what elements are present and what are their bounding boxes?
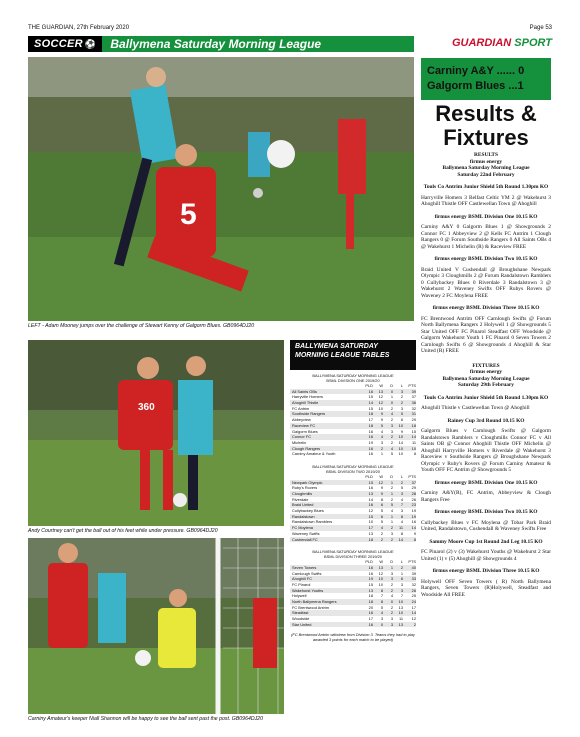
stat-cell: 2 bbox=[390, 485, 393, 491]
stat-cell: 20 bbox=[368, 604, 373, 610]
team-name: North Ballymena Rangers bbox=[292, 599, 337, 604]
league-title: BALLYMENA SATURDAY MORNING LEAGUE bbox=[312, 549, 394, 555]
stat-cell: 17 bbox=[368, 417, 373, 423]
stat-cell: 2 bbox=[380, 445, 383, 451]
stat-cell: 4 bbox=[390, 411, 393, 417]
stat-cell: 16 bbox=[368, 564, 373, 570]
stat-cell: 1 bbox=[390, 564, 393, 570]
stat-cell: 16 bbox=[368, 610, 373, 616]
stat-cell: 4 bbox=[380, 610, 383, 616]
stat-cell: 8 bbox=[400, 513, 403, 519]
stat-cell: 24 bbox=[411, 599, 416, 604]
stat-cell: 16 bbox=[411, 519, 416, 525]
stat-cell: 18 bbox=[411, 422, 416, 428]
stat-cell: 10 bbox=[368, 519, 373, 525]
league-title: BALLYMENA SATURDAY MORNING LEAGUE bbox=[312, 373, 394, 378]
match-list: Cullybackey Blues v FC Moylena @ Tobar Park Braid United, Randalstown, Cushendall & Waveney Swifts Free bbox=[421, 519, 551, 532]
match-list: Galgorm Blues v Carnlough Swifts @ Galgorm Randalstown Ramblers v Cloughmills Connor FC v All Saints OB @ Connor Ahoghill Thistle OFF Michelin @ Ahoghill Harryville Homers v Riverdale @ Wakehurst 3 Raceview v Southside Rangers @ Broughshane Newpark Olympic v Ruby's Rovers @ Forum Carniny Amateur & Youth OFF FC Antrim @ Showgrounds 5 bbox=[421, 428, 551, 473]
stat-cell: 16 bbox=[368, 434, 373, 440]
fixtures-sponsor: firmus energy bbox=[469, 369, 503, 375]
stat-cell: 5 bbox=[400, 485, 403, 491]
stat-cell: 39 bbox=[411, 388, 416, 394]
team-name: Woodside bbox=[292, 616, 310, 622]
team-name: Seven Towers bbox=[292, 564, 317, 570]
team-name: FC Pinarol bbox=[292, 581, 311, 587]
column-header: W bbox=[379, 383, 383, 388]
stat-cell: 10 bbox=[378, 581, 383, 587]
stat-cell: 13 bbox=[378, 388, 383, 394]
stat-cell: 1 bbox=[390, 394, 393, 400]
score-line-1: Carniny A&Y ...... 0 bbox=[427, 65, 525, 77]
page-number: Page 53 bbox=[529, 25, 552, 31]
stat-cell: 3 bbox=[400, 508, 403, 514]
section-banner bbox=[28, 36, 414, 52]
shirt-number: 5 bbox=[180, 198, 197, 231]
team-name: Holywell bbox=[292, 593, 307, 599]
photo-main-tackle bbox=[28, 57, 414, 321]
team-name: Braid United bbox=[292, 502, 314, 508]
team-name: Michelin bbox=[292, 439, 307, 445]
stat-cell: 18 bbox=[368, 599, 373, 604]
stat-cell: 23 bbox=[411, 502, 416, 508]
stat-cell: 10 bbox=[398, 422, 403, 428]
fixtures-date: Saturday 29th February bbox=[457, 382, 514, 388]
stat-cell: 16 bbox=[368, 570, 373, 576]
stat-cell: 33 bbox=[411, 576, 416, 582]
stat-cell: 10 bbox=[398, 445, 403, 451]
column-header: W bbox=[379, 559, 383, 565]
match-list: Holywell OFF Seven Towers ( R) North Ballymena Rangers, Seven Towers (R)Holywell, Steadfast and Woodside All FREE bbox=[421, 578, 551, 598]
team-name: Ruby's Rovers bbox=[292, 485, 318, 491]
match-list: FC Pinarol (2) v (3) Wakehurst Youths @ Wakehurst 2 Star United (1) v (5) Ahoghill @ Showgrounds 4 bbox=[421, 549, 551, 562]
stat-cell: 1 bbox=[390, 479, 393, 485]
tables-note: (FC Brentwood Antrim withdrew from Division 3. Teams they had to play awarded 3 points for each match to be played) bbox=[291, 632, 415, 643]
stat-cell: 5 bbox=[390, 451, 393, 457]
stat-cell: 13 bbox=[378, 564, 383, 570]
column-header: D bbox=[390, 559, 393, 565]
section-heading: firmus energy BSML Division One 10.15 KO bbox=[434, 213, 538, 220]
team-name: Waveney Swifts bbox=[292, 530, 320, 536]
stat-cell: 18 bbox=[368, 593, 373, 599]
stat-cell: 15 bbox=[368, 394, 373, 400]
stat-cell: 3 bbox=[400, 581, 403, 587]
team-name: Randalstown Ramblers bbox=[292, 519, 333, 525]
stat-cell: 2 bbox=[390, 587, 393, 593]
results-list bbox=[421, 178, 551, 355]
team-name: Steadfast bbox=[292, 610, 309, 616]
team-name: Cullybackey Blues bbox=[292, 508, 324, 514]
stat-cell: 19 bbox=[411, 513, 416, 519]
stat-cell: 2 bbox=[390, 525, 393, 531]
stat-cell: 9 bbox=[380, 485, 383, 491]
brand-guardian: GUARDIAN bbox=[451, 37, 512, 49]
team-name: Ahoghill Thistle bbox=[292, 400, 319, 406]
title-line-2: Fixtures bbox=[443, 125, 529, 150]
table-row bbox=[290, 622, 416, 628]
stat-cell: 0 bbox=[380, 621, 383, 627]
stat-cell: 2 bbox=[390, 604, 393, 610]
results-fixtures-title bbox=[421, 102, 551, 150]
guardian-sport-logo bbox=[428, 37, 552, 51]
team-name: Cloughmills bbox=[292, 491, 313, 496]
stat-cell: 10 bbox=[378, 576, 383, 582]
stat-cell: 17 bbox=[411, 604, 416, 610]
team-name: FC Brentwood Antrim bbox=[292, 604, 329, 610]
column-header: L bbox=[400, 383, 403, 388]
table-row bbox=[290, 537, 416, 543]
stat-cell: 8 bbox=[413, 536, 416, 542]
section-heading: firmus energy BSML Division One 10.15 KO bbox=[434, 479, 538, 486]
stat-cell: 9 bbox=[380, 411, 383, 417]
stat-cell: 12 bbox=[368, 508, 373, 514]
stat-cell: 19 bbox=[368, 576, 373, 582]
title-line-1: Results & bbox=[435, 101, 537, 126]
stat-cell: 3 bbox=[390, 422, 393, 428]
stat-cell: 18 bbox=[368, 536, 373, 542]
stat-cell: 3 bbox=[400, 491, 403, 496]
stat-cell: 13 bbox=[398, 604, 403, 610]
team-name: FC Moylena bbox=[292, 525, 313, 531]
stat-cell: 14 bbox=[368, 400, 373, 406]
column-header: PTS bbox=[408, 383, 416, 388]
team-name: Riverdale bbox=[292, 496, 309, 502]
stat-cell: 14 bbox=[368, 496, 373, 502]
stat-cell: 3 bbox=[390, 428, 393, 434]
stat-cell: 8 bbox=[380, 496, 383, 502]
stat-cell: 4 bbox=[380, 428, 383, 434]
caption-3: Carniny Amateur's keeper Niall Shannon will be happy to see the ball sent past the post. GB0964DJ20 bbox=[28, 716, 263, 722]
team-name: Clough Rangers bbox=[292, 445, 321, 451]
stat-cell: 10 bbox=[378, 405, 383, 411]
stat-cell: 15 bbox=[368, 581, 373, 587]
league-tables-body bbox=[290, 373, 416, 627]
stat-cell: 26 bbox=[411, 587, 416, 593]
stat-cell: 8 bbox=[380, 599, 383, 604]
results-column bbox=[421, 152, 551, 732]
stat-cell: 4 bbox=[400, 519, 403, 525]
stat-cell: 2 bbox=[390, 434, 393, 440]
stat-cell: 4 bbox=[380, 525, 383, 531]
column-header: PLD bbox=[365, 473, 373, 479]
stat-cell: 0 bbox=[390, 388, 393, 394]
team-name: Newpark Olympic bbox=[292, 479, 323, 485]
stat-cell: 4 bbox=[380, 434, 383, 440]
soccer-label: SOCCER bbox=[34, 38, 83, 50]
stat-cell: 16 bbox=[368, 388, 373, 394]
team-name: Wakehurst Youths bbox=[292, 587, 324, 593]
stat-cell: 16 bbox=[368, 485, 373, 491]
stat-cell: 3 bbox=[380, 439, 383, 445]
stat-cell: 4 bbox=[390, 593, 393, 599]
stat-cell: 3 bbox=[400, 405, 403, 411]
stat-cell: 5 bbox=[380, 604, 383, 610]
team-name: FC Antrim bbox=[292, 405, 310, 411]
stat-cell: 14 bbox=[398, 536, 403, 542]
stat-cell: 14 bbox=[411, 525, 416, 531]
team-name: Raceview FC bbox=[292, 422, 316, 428]
stat-cell: 18 bbox=[368, 411, 373, 417]
stat-cell: 31 bbox=[411, 411, 416, 417]
stat-cell: 6 bbox=[380, 502, 383, 508]
stat-cell: 12 bbox=[378, 570, 383, 576]
stat-cell: 17 bbox=[368, 525, 373, 531]
stat-cell: 5 bbox=[380, 519, 383, 525]
match-list: Harryville Homers 3 Belfast Celtic YM 2 @ Wakehurst 3 Ahoghill Thistle OFF Castlewellan Town @ Ahoghill bbox=[421, 194, 551, 207]
stat-cell: 9 bbox=[413, 530, 416, 536]
stat-cell: 19 bbox=[411, 508, 416, 514]
stat-cell: 7 bbox=[380, 593, 383, 599]
stat-cell: 10 bbox=[398, 610, 403, 616]
stat-cell: 14 bbox=[411, 434, 416, 440]
stat-cell: 3 bbox=[390, 570, 393, 576]
team-name: Star United bbox=[292, 621, 312, 627]
stat-cell: 28 bbox=[411, 491, 416, 496]
stat-cell: 13 bbox=[368, 587, 373, 593]
stat-cell: 2 bbox=[390, 496, 393, 502]
stat-cell: 1 bbox=[390, 491, 393, 496]
stat-cell: 10 bbox=[398, 434, 403, 440]
section-heading: firmus energy BSML Division Two 10.15 KO bbox=[434, 256, 538, 262]
team-name: Ahoghill FC bbox=[292, 576, 313, 582]
stat-cell: 6 bbox=[380, 513, 383, 519]
match-list: Braid United V Cushendall @ Broughshane Newpark Olympic 3 Cloughmills 2 @ Forum Randalstown Ramblers 0 Cullybackey Blues 0 Riverdale 3 Randalstown 3 @ Wakehurst 2 Waveney Swifts OFF Rubys Rovers @ Waveney 2 FC Moylena FREE bbox=[421, 266, 551, 299]
stat-cell: 6 bbox=[400, 576, 403, 582]
stat-cell: 5 bbox=[380, 508, 383, 514]
stat-cell: 40 bbox=[411, 564, 416, 570]
stat-cell: 15 bbox=[368, 405, 373, 411]
stat-cell: 5 bbox=[380, 422, 383, 428]
stat-cell: 5 bbox=[390, 502, 393, 508]
column-header: PLD bbox=[365, 383, 373, 388]
stat-cell: 4 bbox=[390, 445, 393, 451]
column-header: PTS bbox=[408, 559, 416, 565]
team-name: All Saints OBs bbox=[292, 388, 317, 394]
stat-cell: 2 bbox=[390, 417, 393, 423]
fixtures-heading: FIXTURES bbox=[472, 362, 500, 369]
section-heading: firmus energy BSML Division Three 10.15 KO bbox=[432, 568, 540, 574]
stat-cell: 29 bbox=[411, 417, 416, 423]
match-list: Carniny A&Y(R), FC Antrim, Abbeyview & Clough Rangers Free bbox=[421, 490, 551, 503]
stat-cell: 16 bbox=[368, 451, 373, 457]
stat-cell: 12 bbox=[411, 616, 416, 622]
stat-cell: 2 bbox=[390, 536, 393, 542]
stat-cell: 13 bbox=[398, 621, 403, 627]
stat-cell: 8 bbox=[400, 530, 403, 536]
stat-cell: 37 bbox=[411, 479, 416, 485]
stat-cell: 2 bbox=[390, 439, 393, 445]
stat-cell: 26 bbox=[411, 496, 416, 502]
stat-cell: 29 bbox=[411, 485, 416, 491]
stat-cell: 16 bbox=[368, 428, 373, 434]
results-heading: RESULTS bbox=[473, 152, 499, 158]
stat-cell: 2 bbox=[400, 564, 403, 570]
stat-cell: 4 bbox=[390, 508, 393, 514]
column-header: D bbox=[390, 383, 393, 388]
section-heading: firmus energy BSML Division Two 10.15 KO bbox=[434, 509, 538, 515]
stat-cell: 1 bbox=[380, 451, 383, 457]
tables-heading bbox=[290, 340, 416, 370]
section-heading: Rainey Cup 3rd Round 10.15 KO bbox=[447, 417, 525, 424]
tables-heading-line1: BALLYMENA SATURDAY bbox=[295, 343, 378, 350]
results-date: Saturday 22nd February bbox=[457, 171, 515, 178]
column-header: W bbox=[379, 473, 383, 479]
stat-cell: 16 bbox=[368, 445, 373, 451]
stat-cell: 10 bbox=[398, 451, 403, 457]
stat-cell: 15 bbox=[368, 513, 373, 519]
stat-cell: 0 bbox=[390, 599, 393, 604]
team-name: Abbeyview bbox=[292, 417, 311, 423]
tables-heading-line2: MORNING LEAGUE TABLES bbox=[295, 351, 390, 359]
section-heading: Touls Co Antrim Junior Shield 5th Round 1.30pm KO bbox=[423, 394, 549, 401]
stat-cell: 2 bbox=[380, 536, 383, 542]
stat-cell: 7 bbox=[400, 593, 403, 599]
stat-cell: 1 bbox=[400, 570, 403, 576]
match-list: FC Brentwood Antrim OFF Carnlough Swifts @ Forum North Ballymena Rangers 2 Holywell 1 @ Showgrounds 5 Star United OFF FC Pinarol Steadfast OFF Woodside @ Galgorm Wakehurst Youth 1 FC Pinarol 0 Seven Towers 2 Carnlough Swifts 6 @ Showgrounds 4 Ahoghill & Star United (R) FREE bbox=[421, 315, 551, 354]
stat-cell: 12 bbox=[378, 479, 383, 485]
stat-cell: 19 bbox=[368, 439, 373, 445]
stat-cell: 12 bbox=[378, 394, 383, 400]
stat-cell: 3 bbox=[390, 530, 393, 536]
stat-cell: 9 bbox=[400, 428, 403, 434]
soccer-tag bbox=[28, 36, 102, 52]
stat-cell: 3 bbox=[400, 587, 403, 593]
stat-cell: 16 bbox=[368, 621, 373, 627]
stat-cell: 17 bbox=[368, 616, 373, 622]
stat-cell: 3 bbox=[390, 621, 393, 627]
fixtures-list bbox=[421, 389, 551, 599]
stat-cell: 32 bbox=[411, 405, 416, 411]
football-icon: ⚽ bbox=[84, 39, 97, 49]
team-name: Cushendall FC bbox=[292, 536, 318, 542]
stat-cell: 10 bbox=[398, 599, 403, 604]
stat-cell: 37 bbox=[411, 394, 416, 400]
masthead-date: THE GUARDIAN, 27th February 2020 bbox=[28, 25, 130, 31]
stat-cell: 7 bbox=[400, 502, 403, 508]
league-tables bbox=[290, 340, 416, 735]
team-name: Southside Rangers bbox=[292, 411, 326, 417]
league-table bbox=[290, 549, 416, 627]
stat-cell: 11 bbox=[398, 525, 403, 531]
stat-cell: 15 bbox=[411, 428, 416, 434]
stat-cell: 39 bbox=[411, 570, 416, 576]
column-header: L bbox=[400, 473, 403, 479]
team-name: Harryville Homers bbox=[292, 394, 323, 400]
stat-cell: 2 bbox=[400, 400, 403, 406]
stat-cell: 0 bbox=[390, 400, 393, 406]
column-header: PTS bbox=[408, 473, 416, 479]
results-sponsor: firmus energy bbox=[469, 158, 503, 165]
section-heading: Sammy Moore Cup 1st Round 2nd Leg 10.15 KO bbox=[429, 538, 543, 545]
stat-cell: 14 bbox=[398, 439, 403, 445]
stat-cell: 3 bbox=[390, 616, 393, 622]
stat-cell: 2 bbox=[390, 405, 393, 411]
column-header: L bbox=[400, 559, 403, 565]
stat-cell: 8 bbox=[413, 451, 416, 457]
column-header: D bbox=[390, 473, 393, 479]
brand-sport: SPORT bbox=[514, 37, 552, 49]
stat-cell: 10 bbox=[411, 445, 416, 451]
stat-cell: 2 bbox=[400, 479, 403, 485]
score-box bbox=[421, 58, 551, 100]
score-line-2: Galgorm Blues ...1 bbox=[427, 80, 524, 92]
stat-cell: 36 bbox=[411, 400, 416, 406]
stat-cell: 2 bbox=[400, 394, 403, 400]
stat-cell: 2 bbox=[380, 530, 383, 536]
stat-cell: 5 bbox=[400, 411, 403, 417]
stat-cell: 1 bbox=[390, 513, 393, 519]
stat-cell: 3 bbox=[380, 616, 383, 622]
league-table bbox=[290, 373, 416, 457]
section-heading: firmus energy BSML Division Three 10.15 KO bbox=[432, 305, 540, 311]
stat-cell: 18 bbox=[368, 422, 373, 428]
stat-cell: 8 bbox=[380, 587, 383, 593]
stat-cell: 2 bbox=[390, 581, 393, 587]
section-heading: Touls Co Antrim Junior Shield 5th Round 1.30pm KO bbox=[423, 184, 549, 190]
league-table bbox=[290, 464, 416, 542]
stat-cell: 6 bbox=[400, 417, 403, 423]
stat-cell: 14 bbox=[411, 610, 416, 616]
match-list: Carniny A&Y 0 Galgorm Blues 1 @ Showgrounds 2 Connor FC 1 Abbeyview 2 @ Kells FC Antrim 1 Clough Rangers 0 @ Forum Southside Rangers 0 All Saints OBs 4 @ Wakehurst 1 Michelin (R) & Raceview FREE bbox=[421, 224, 551, 250]
stat-cell: 2 bbox=[390, 610, 393, 616]
photo-keeper bbox=[28, 538, 284, 714]
team-name: Carnlough Swifts bbox=[292, 570, 322, 576]
photo-courtney bbox=[28, 340, 284, 526]
stat-cell: 11 bbox=[398, 616, 403, 622]
caption-2: Andy Courtney can't get the ball out of his feet while under pressure. GB0964DJ20 bbox=[28, 528, 218, 534]
table-row bbox=[290, 451, 416, 457]
stat-cell: 3 bbox=[390, 576, 393, 582]
team-name: Galgorm Blues bbox=[292, 428, 318, 434]
league-title: BALLYMENA SATURDAY MORNING LEAGUE bbox=[312, 463, 394, 469]
stat-cell: 4 bbox=[400, 496, 403, 502]
league-division: BSML DIVISION ONE 2019/20 bbox=[326, 378, 380, 383]
stat-cell: 16 bbox=[368, 502, 373, 508]
banner-title: Ballymena Saturday Morning League bbox=[110, 37, 322, 51]
caption-1: LEFT - Adam Mooney jumps over the challenge of Stewart Kenny of Galgorm Blues. GB0964DJ20 bbox=[28, 323, 255, 329]
team-name: Connor FC bbox=[292, 434, 312, 440]
stat-cell: 13 bbox=[368, 530, 373, 536]
league-division: BSML DIVISION THREE 2019/20 bbox=[324, 554, 382, 560]
stat-cell: 32 bbox=[411, 581, 416, 587]
team-name: Randalstown bbox=[292, 513, 315, 519]
stat-cell: 15 bbox=[368, 479, 373, 485]
fixtures-league: Ballymena Saturday Morning League bbox=[442, 375, 530, 382]
stat-cell: 2 bbox=[413, 621, 416, 627]
stat-cell: 3 bbox=[400, 388, 403, 394]
masthead bbox=[28, 25, 552, 35]
stat-cell: 25 bbox=[411, 593, 416, 599]
stat-cell: 11 bbox=[411, 439, 416, 445]
results-league: Ballymena Saturday Morning League bbox=[442, 165, 530, 171]
team-name: Carniny Amateur & Youth bbox=[292, 451, 336, 457]
stat-cell: 1 bbox=[390, 519, 393, 525]
shirt-sponsor: 360 bbox=[138, 402, 155, 413]
stat-cell: 12 bbox=[378, 400, 383, 406]
league-division: BSML DIVISION TWO 2019/20 bbox=[326, 468, 380, 474]
stat-cell: 9 bbox=[380, 491, 383, 496]
stat-cell: 13 bbox=[368, 491, 373, 496]
stat-cell: 9 bbox=[380, 417, 383, 423]
column-header: PLD bbox=[365, 559, 373, 565]
match-list: Ahoghill Thistle v Castlewellan Town @ Ahoghill bbox=[421, 405, 530, 411]
